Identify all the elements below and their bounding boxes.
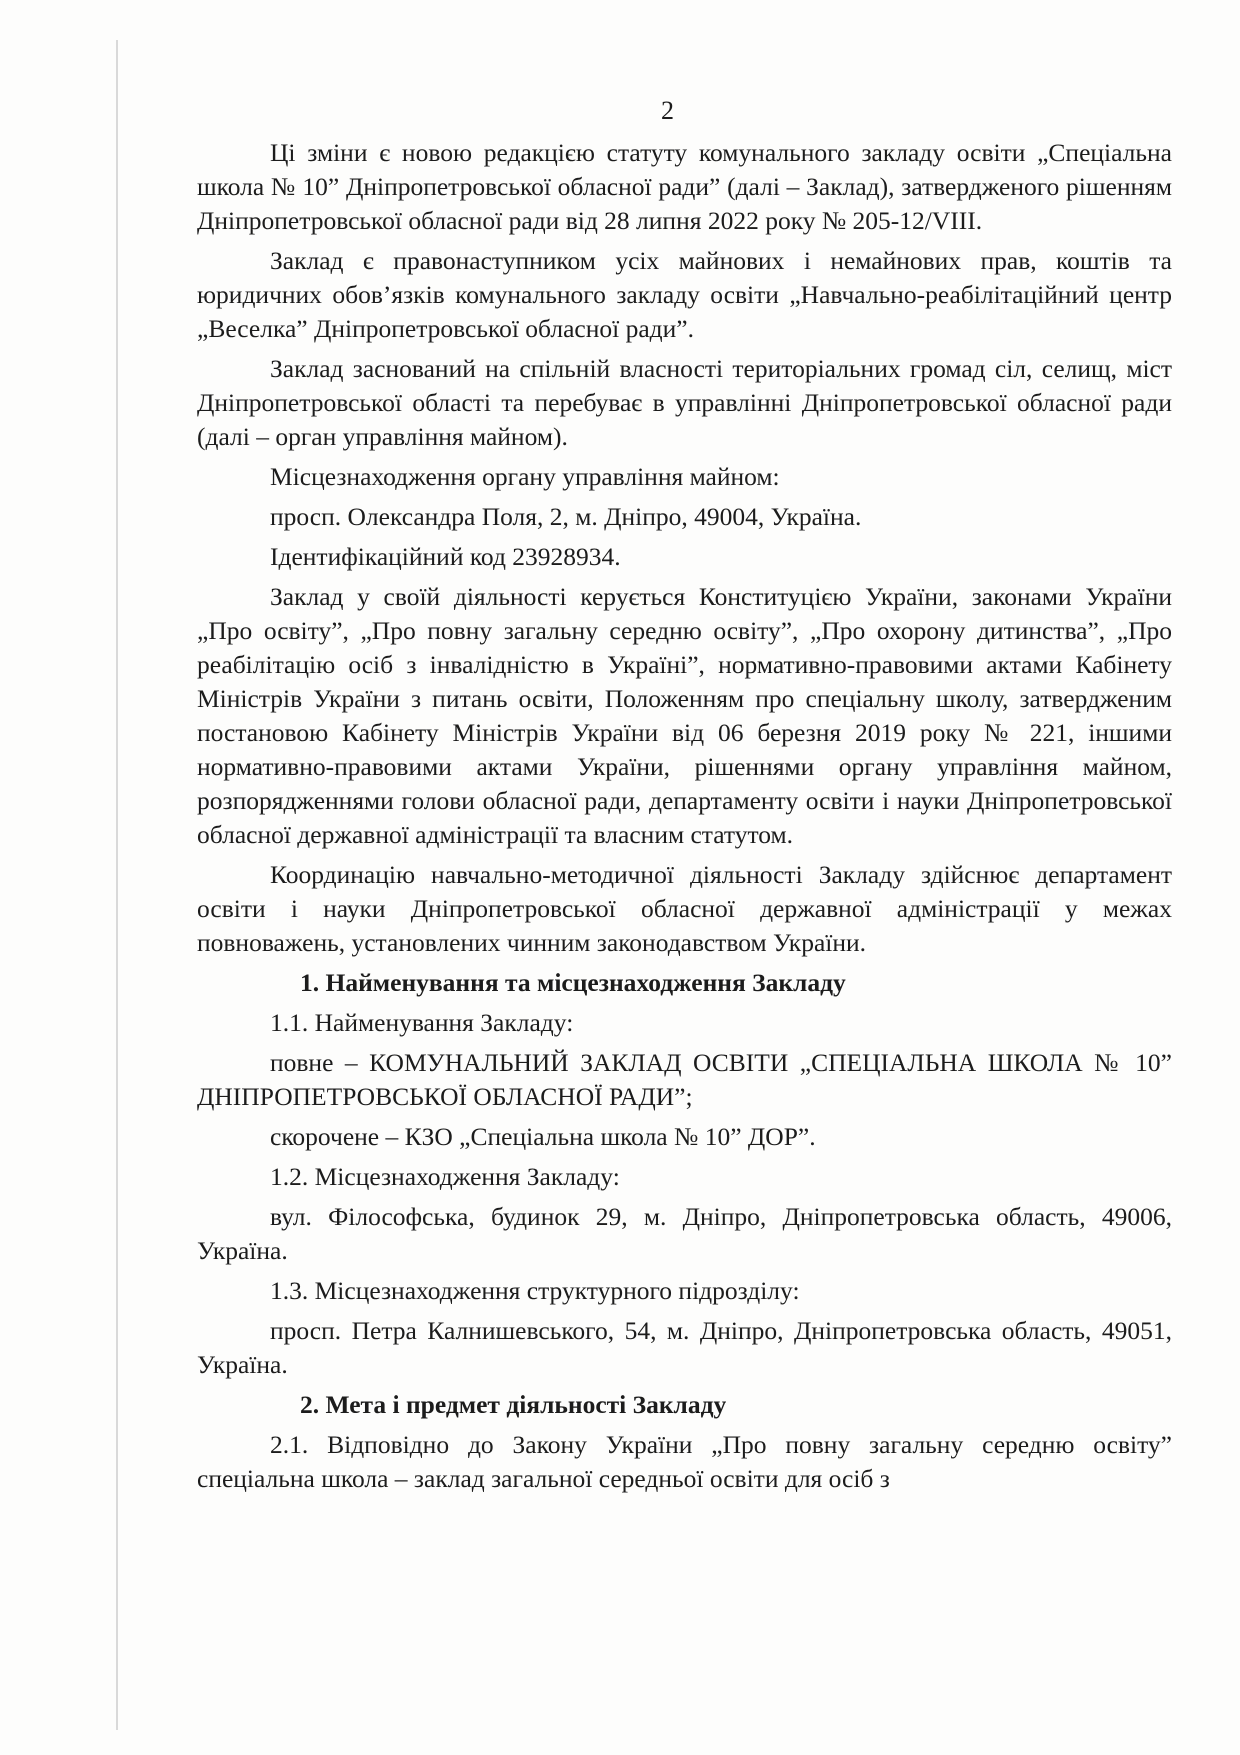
owner-address-label: Місцезнаходження органу управління майном: bbox=[270, 462, 780, 491]
section-1-item-2: повне – КОМУНАЛЬНИЙ ЗАКЛАД ОСВІТИ „СПЕЦІАЛЬНА ШКОЛА № 10” ДНІПРОПЕТРОВСЬКОЇ ОБЛАСНОЇ РАДИ”; bbox=[197, 1048, 1172, 1111]
section-1-item-6: 1.3. Місцезнаходження структурного підрозділу: bbox=[270, 1276, 800, 1305]
section-2-title: 2. Мета і предмет діяльності Закладу bbox=[300, 1390, 727, 1419]
section-1-item-5: вул. Філософська, будинок 29, м. Дніпро, Дніпропетровська область, 49006, Україна. bbox=[197, 1202, 1172, 1265]
section-1-title: 1. Найменування та місцезнаходження Закладу bbox=[300, 968, 846, 997]
section-1-item-3: скорочене – КЗО „Спеціальна школа № 10” ДОР”. bbox=[270, 1122, 816, 1151]
intro-paragraph-3: Заклад заснований на спільній власності територіальних громад сіл, селищ, міст Дніпропетровської області та перебуває в управлінні Дніпропетровської обласної ради (далі – орган управління майном). bbox=[197, 354, 1172, 451]
section-1-item-4: 1.2. Місцезнаходження Закладу: bbox=[270, 1162, 620, 1191]
page-number: 2 bbox=[661, 96, 674, 125]
section-1-item-1: 1.1. Найменування Закладу: bbox=[270, 1008, 574, 1037]
legal-paragraph-2: Координацію навчально-методичної діяльності Закладу здійснює департамент освіти і науки Дніпропетровської обласної державної адміністрації у межах повноважень, установлених чинним законодавством України. bbox=[197, 860, 1172, 957]
section-1-item-7: просп. Петра Калнишевського, 54, м. Дніпро, Дніпропетровська область, 49051, Україна. bbox=[197, 1316, 1172, 1379]
legal-paragraph-1: Заклад у своїй діяльності керується Конституцією України, законами України „Про освіту”, „Про повну загальну середню освіту”, „Про охорону дитинства”, „Про реабілітацію осіб з інвалідністю в Україні”, нормативно-правовими актами Кабінету Міністрів України з питань освіти, Положенням про спеціальну школу, затвердженим постановою Кабінету Міністрів України від 06 березня 2019 року № 221, іншими нормативно-правовими актами України, рішеннями органу управління майном, розпорядженнями голови обласної ради, департаменту освіти і науки Дніпропетровської обласної державної адміністрації та власним статутом. bbox=[197, 582, 1172, 849]
document-body bbox=[197, 136, 1172, 1502]
section-2-item-1: 2.1. Відповідно до Закону України „Про повну загальну середню освіту” спеціальна школа – заклад загальної середньої освіти для осіб з bbox=[197, 1430, 1172, 1493]
binding-margin-line bbox=[116, 40, 118, 1730]
intro-paragraph-1: Ці зміни є новою редакцією статуту комунального закладу освіти „Спеціальна школа № 10” Дніпропетровської обласної ради” (далі – Заклад), затвердженого рішенням Дніпропетровської обласної ради від 28 липня 2022 року № 205-12/VIII. bbox=[197, 138, 1172, 235]
owner-address: просп. Олександра Поля, 2, м. Дніпро, 49004, Україна. bbox=[270, 502, 862, 531]
intro-paragraph-2: Заклад є правонаступником усіх майнових і немайнових прав, коштів та юридичних обов’язків комунального закладу освіти „Навчально-реабілітаційний центр „Веселка” Дніпропетровської обласної ради”. bbox=[197, 246, 1172, 343]
owner-identification-code: Ідентифікаційний код 23928934. bbox=[270, 542, 621, 571]
